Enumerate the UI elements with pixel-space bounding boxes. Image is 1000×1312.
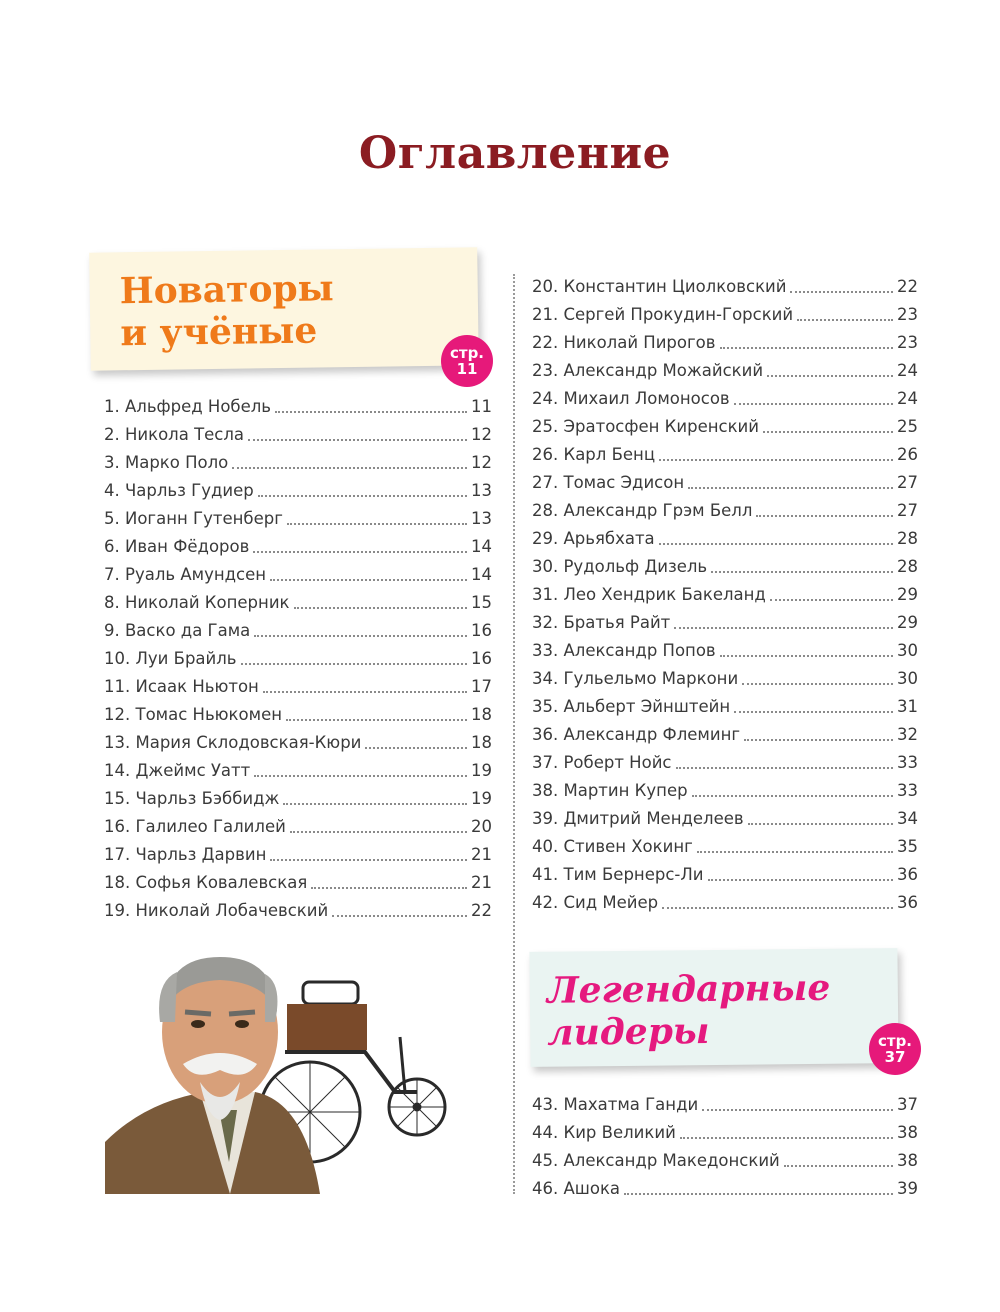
- column-divider: [513, 274, 515, 1194]
- toc-entry-title: 14. Джеймс Уатт: [104, 760, 251, 780]
- toc-dot-leader: [659, 543, 893, 545]
- toc-entry-title: 27. Томас Эдисон: [532, 472, 685, 492]
- toc-entry-title: 8. Николай Коперник: [104, 592, 290, 612]
- car-body-icon: [287, 1004, 367, 1050]
- toc-entry-page: 23: [897, 332, 918, 352]
- toc-entry: [532, 328, 918, 356]
- toc-dot-leader: [697, 851, 893, 853]
- portrait-icon: [105, 957, 320, 1194]
- toc-entry-page: 28: [897, 556, 918, 576]
- toc-entry-page: 13: [471, 508, 492, 528]
- toc-entry-page: 18: [471, 704, 492, 724]
- toc-dot-leader: [720, 655, 893, 657]
- toc-entry: [104, 392, 492, 420]
- toc-entry-page: 17: [471, 676, 492, 696]
- toc-entry-page: 14: [471, 536, 492, 556]
- toc-dot-leader: [270, 859, 467, 861]
- inventor-car-illustration: [105, 942, 477, 1194]
- toc-dot-leader: [254, 635, 467, 637]
- toc-entry: [532, 440, 918, 468]
- toc-entry: [532, 860, 918, 888]
- toc-entry-title: 20. Константин Циолковский: [532, 276, 787, 296]
- toc-dot-leader: [254, 775, 467, 777]
- toc-entry-page: 30: [897, 640, 918, 660]
- toc-entry-page: 29: [897, 584, 918, 604]
- toc-entry-page: 21: [471, 872, 492, 892]
- toc-entry: [532, 776, 918, 804]
- toc-entry: [532, 1174, 918, 1202]
- toc-entry-page: 24: [897, 360, 918, 380]
- toc-entry-title: 24. Михаил Ломоносов: [532, 388, 730, 408]
- toc-dot-leader: [692, 795, 893, 797]
- toc-dot-leader: [734, 403, 893, 405]
- toc-entry-title: 7. Руаль Амундсен: [104, 564, 267, 584]
- toc-entry-page: 15: [471, 592, 492, 612]
- toc-entry: [104, 588, 492, 616]
- toc-entry: [104, 728, 492, 756]
- toc-dot-leader: [283, 803, 467, 805]
- toc-entry: [532, 664, 918, 692]
- toc-dot-leader: [365, 747, 467, 749]
- toc-entry-title: 10. Луи Брайль: [104, 648, 237, 668]
- toc-entry-page: 39: [897, 1178, 918, 1198]
- toc-entry-title: 4. Чарльз Гудиер: [104, 480, 254, 500]
- section-title-leaders: [547, 967, 831, 1054]
- toc-entry-title: 44. Кир Великий: [532, 1122, 676, 1142]
- toc-entry-page: 11: [471, 396, 492, 416]
- toc-entry: [104, 700, 492, 728]
- toc-entry-title: 5. Иоганн Гутенберг: [104, 508, 283, 528]
- toc-entry-title: 23. Александр Можайский: [532, 360, 764, 380]
- toc-dot-leader: [702, 1109, 893, 1111]
- badge-page: 11: [456, 360, 478, 378]
- toc-entry-title: 30. Рудольф Дизель: [532, 556, 708, 576]
- toc-entry: [532, 636, 918, 664]
- toc-dot-leader: [674, 627, 893, 629]
- toc-entry-title: 39. Дмитрий Менделеев: [532, 808, 744, 828]
- toc-dot-leader: [624, 1193, 893, 1195]
- toc-entry: [532, 1118, 918, 1146]
- toc-entry-page: 35: [897, 836, 918, 856]
- toc-entry-page: 22: [471, 900, 492, 920]
- toc-entry-title: 43. Махатма Ганди: [532, 1094, 699, 1114]
- toc-entry-page: 38: [897, 1150, 918, 1170]
- toc-dot-leader: [311, 887, 467, 889]
- toc-entry-title: 22. Николай Пирогов: [532, 332, 716, 352]
- toc-entry-title: 11. Исаак Ньютон: [104, 676, 259, 696]
- toc-dot-leader: [748, 823, 893, 825]
- toc-entry-title: 32. Братья Райт: [532, 612, 671, 632]
- page-title: Оглавление: [358, 128, 672, 179]
- toc-entry: [532, 692, 918, 720]
- toc-entry-title: 13. Мария Склодовская-Кюри: [104, 732, 362, 752]
- toc-entry: [104, 868, 492, 896]
- toc-entry-page: 24: [897, 388, 918, 408]
- toc-entry-title: 40. Стивен Хокинг: [532, 836, 693, 856]
- toc-entry: [104, 560, 492, 588]
- toc-entry-title: 17. Чарльз Дарвин: [104, 844, 267, 864]
- toc-entry: [532, 832, 918, 860]
- toc-entry-page: 12: [471, 424, 492, 444]
- toc-dot-leader: [263, 691, 467, 693]
- toc-entry-page: 34: [897, 808, 918, 828]
- toc-dot-leader: [763, 431, 893, 433]
- toc-entry-title: 26. Карл Бенц: [532, 444, 656, 464]
- toc-dot-leader: [708, 879, 894, 881]
- toc-entry-page: 21: [471, 844, 492, 864]
- toc-dot-leader: [676, 767, 894, 769]
- toc-entry: [532, 272, 918, 300]
- toc-entry-title: 9. Васко да Гама: [104, 620, 251, 640]
- toc-entry-page: 37: [897, 1094, 918, 1114]
- toc-entry-page: 18: [471, 732, 492, 752]
- toc-dot-leader: [767, 375, 893, 377]
- toc-entry-title: 18. Софья Ковалевская: [104, 872, 308, 892]
- toc-dot-leader: [744, 739, 893, 741]
- toc-entry-title: 1. Альфред Нобель: [104, 396, 272, 416]
- toc-dot-leader: [294, 607, 467, 609]
- toc-entry-page: 27: [897, 472, 918, 492]
- toc-entry-title: 33. Александр Попов: [532, 640, 716, 660]
- badge-page: 37: [884, 1048, 906, 1066]
- section-card-innovators: [89, 247, 479, 370]
- toc-list-left: [104, 392, 492, 924]
- toc-entry: [532, 300, 918, 328]
- toc-entry-title: 25. Эратосфен Киренский: [532, 416, 759, 436]
- toc-entry: [104, 644, 492, 672]
- toc-entry: [104, 420, 492, 448]
- toc-entry-title: 42. Сид Мейер: [532, 892, 659, 912]
- toc-entry-page: 20: [471, 816, 492, 836]
- toc-list-right: [532, 272, 918, 916]
- toc-entry: [104, 896, 492, 924]
- toc-entry-page: 19: [471, 788, 492, 808]
- toc-entry-page: 33: [897, 752, 918, 772]
- page-badge-innovators: [441, 335, 493, 387]
- toc-entry-title: 45. Александр Македонский: [532, 1150, 780, 1170]
- toc-entry-title: 34. Гульельмо Маркони: [532, 668, 739, 688]
- toc-entry-title: 29. Арьябхата: [532, 528, 655, 548]
- toc-entry: [532, 468, 918, 496]
- toc-dot-leader: [287, 523, 467, 525]
- toc-entry: [104, 840, 492, 868]
- toc-dot-leader: [797, 319, 893, 321]
- toc-entry-title: 12. Томас Ньюкомен: [104, 704, 283, 724]
- toc-entry-title: 21. Сергей Прокудин-Горский: [532, 304, 794, 324]
- toc-entry-title: 6. Иван Фёдоров: [104, 536, 250, 556]
- badge-label: стр.: [877, 1032, 913, 1050]
- toc-entry-title: 3. Марко Поло: [104, 452, 229, 472]
- toc-entry-title: 31. Лео Хендрик Бакеланд: [532, 584, 766, 604]
- toc-dot-leader: [734, 711, 893, 713]
- toc-dot-leader: [270, 579, 467, 581]
- toc-entry-title: 2. Никола Тесла: [104, 424, 245, 444]
- toc-entry-page: 36: [897, 864, 918, 884]
- toc-dot-leader: [258, 495, 467, 497]
- toc-entry: [532, 608, 918, 636]
- section-title-line2: и учёные: [120, 309, 318, 355]
- toc-entry: [104, 532, 492, 560]
- toc-entry-page: 38: [897, 1122, 918, 1142]
- toc-entry-title: 36. Александр Флеминг: [532, 724, 741, 744]
- toc-entry: [104, 812, 492, 840]
- toc-entry-page: 31: [897, 696, 918, 716]
- toc-dot-leader: [680, 1137, 893, 1139]
- section-title-innovators: [119, 267, 334, 354]
- toc-entry: [532, 1090, 918, 1118]
- toc-entry: [104, 616, 492, 644]
- toc-entry: [104, 784, 492, 812]
- toc-entry-title: 37. Роберт Нойс: [532, 752, 672, 772]
- toc-entry-title: 28. Александр Грэм Белл: [532, 500, 753, 520]
- section-card-leaders: [529, 948, 898, 1067]
- toc-entry: [104, 504, 492, 532]
- toc-dot-leader: [742, 683, 893, 685]
- toc-dot-leader: [784, 1165, 893, 1167]
- toc-entry-page: 30: [897, 668, 918, 688]
- toc-entry-page: 13: [471, 480, 492, 500]
- toc-entry: [532, 748, 918, 776]
- toc-entry-page: 12: [471, 452, 492, 472]
- toc-entry: [104, 448, 492, 476]
- section-title-line1: Новаторы: [119, 267, 334, 313]
- toc-list-leaders: [532, 1090, 918, 1202]
- toc-entry: [532, 552, 918, 580]
- toc-entry-page: 36: [897, 892, 918, 912]
- toc-dot-leader: [756, 515, 893, 517]
- toc-entry-page: 25: [897, 416, 918, 436]
- toc-entry-title: 35. Альберт Эйнштейн: [532, 696, 731, 716]
- page-badge-leaders: [869, 1023, 921, 1075]
- toc-dot-leader: [253, 551, 467, 553]
- toc-entry-page: 14: [471, 564, 492, 584]
- toc-entry-page: 33: [897, 780, 918, 800]
- toc-dot-leader: [688, 487, 893, 489]
- toc-dot-leader: [241, 663, 467, 665]
- toc-entry: [532, 1146, 918, 1174]
- toc-dot-leader: [662, 907, 893, 909]
- toc-dot-leader: [286, 719, 467, 721]
- toc-entry-page: 23: [897, 304, 918, 324]
- toc-entry-title: 15. Чарльз Бэббидж: [104, 788, 280, 808]
- toc-entry-title: 16. Галилео Галилей: [104, 816, 286, 836]
- toc-entry-page: 32: [897, 724, 918, 744]
- toc-entry: [532, 720, 918, 748]
- toc-entry-page: 29: [897, 612, 918, 632]
- toc-dot-leader: [275, 411, 467, 413]
- toc-dot-leader: [232, 467, 467, 469]
- toc-entry: [532, 580, 918, 608]
- toc-entry-title: 46. Ашока: [532, 1178, 621, 1198]
- toc-dot-leader: [770, 599, 893, 601]
- section-title-line2: лидеры: [547, 1010, 710, 1054]
- toc-entry-page: 16: [471, 620, 492, 640]
- toc-entry-page: 26: [897, 444, 918, 464]
- toc-dot-leader: [659, 459, 893, 461]
- toc-entry-page: 22: [897, 276, 918, 296]
- badge-label: стр.: [449, 344, 485, 362]
- toc-entry: [532, 412, 918, 440]
- toc-dot-leader: [720, 347, 894, 349]
- toc-entry-title: 38. Мартин Купер: [532, 780, 688, 800]
- toc-dot-leader: [248, 439, 467, 441]
- toc-entry: [532, 356, 918, 384]
- toc-entry: [532, 804, 918, 832]
- toc-entry-page: 27: [897, 500, 918, 520]
- toc-entry-title: 19. Николай Лобачевский: [104, 900, 329, 920]
- toc-entry: [104, 476, 492, 504]
- toc-entry-page: 19: [471, 760, 492, 780]
- toc-entry: [104, 672, 492, 700]
- section-title-line1: Легендарные: [546, 966, 831, 1012]
- toc-dot-leader: [790, 291, 893, 293]
- toc-entry: [532, 496, 918, 524]
- toc-entry-title: 41. Тим Бернерс-Ли: [532, 864, 704, 884]
- toc-entry: [104, 756, 492, 784]
- toc-entry: [532, 384, 918, 412]
- toc-dot-leader: [711, 571, 893, 573]
- toc-dot-leader: [290, 831, 467, 833]
- toc-dot-leader: [332, 915, 467, 917]
- toc-entry-page: 16: [471, 648, 492, 668]
- toc-entry: [532, 524, 918, 552]
- toc-entry-page: 28: [897, 528, 918, 548]
- toc-entry: [532, 888, 918, 916]
